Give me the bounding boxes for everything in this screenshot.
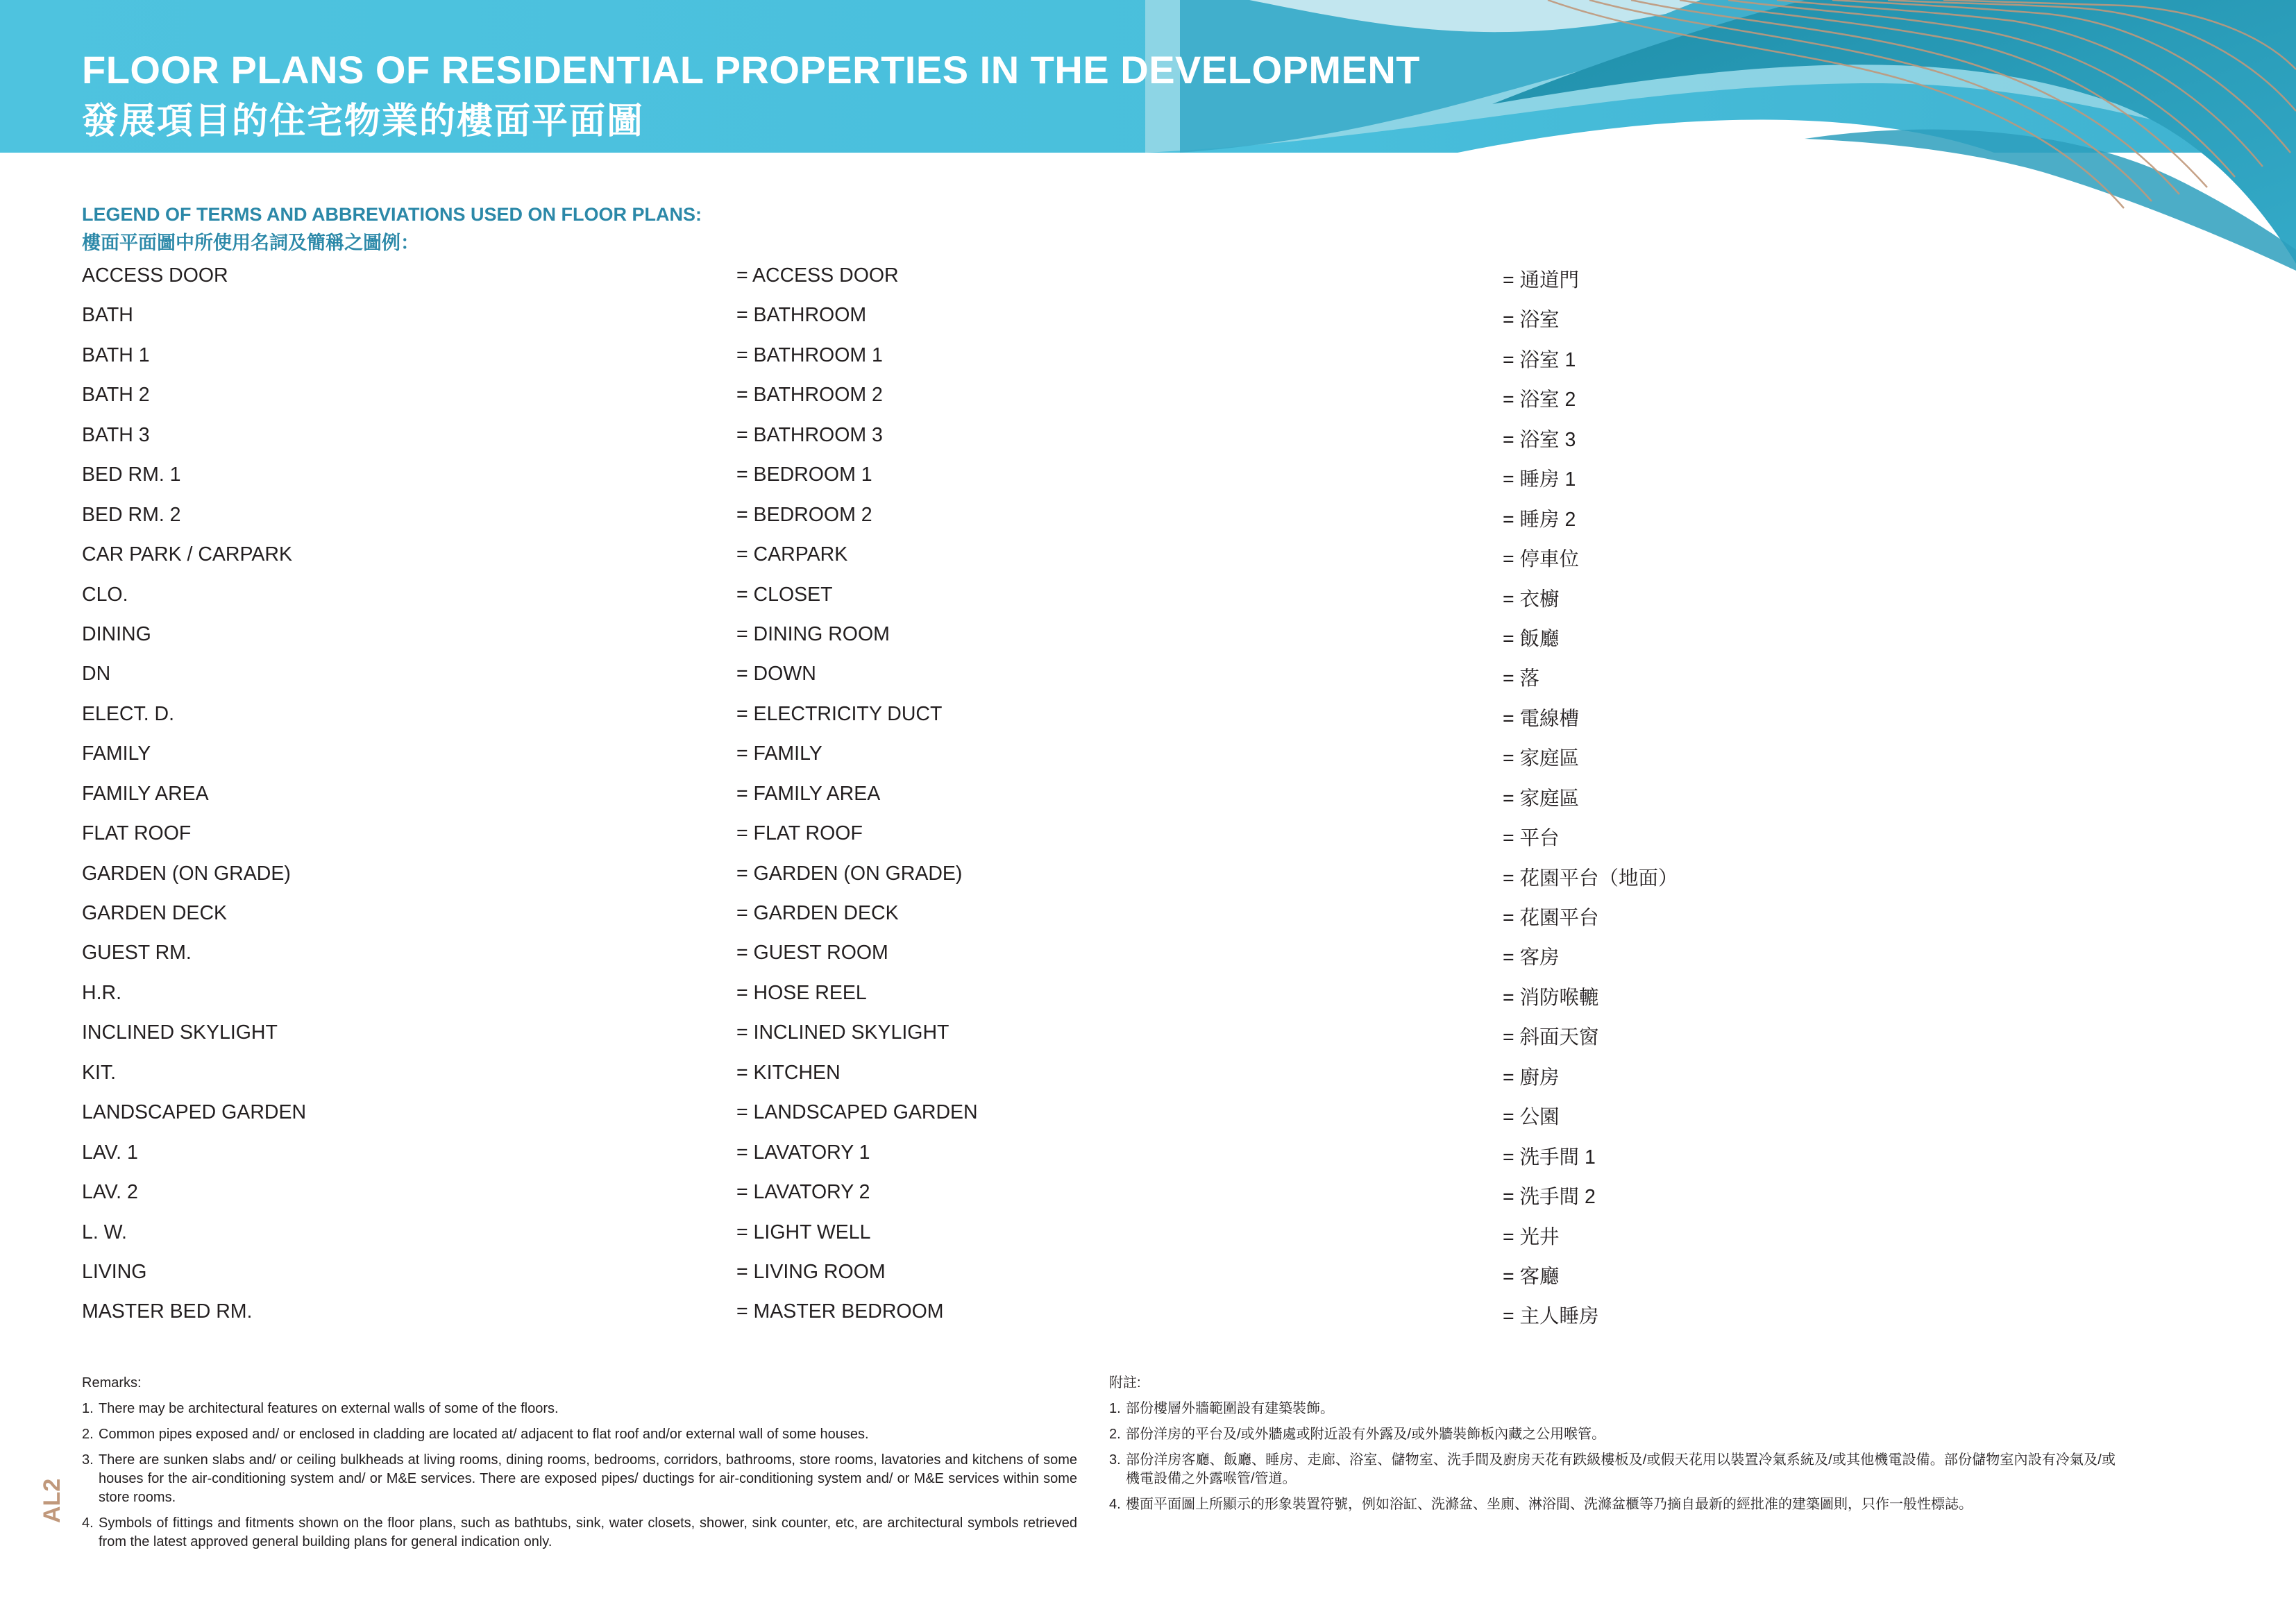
legend-meaning-zh: = 消防喉轆 [1503, 986, 1599, 1009]
remark-en-item-number: 4. [82, 1515, 94, 1531]
remarks-zh-list [1109, 1400, 2116, 1514]
remark-en-item-text: Symbols of fittings and fitments shown on the floor plans, such as bathtubs, sink, water closets, shower, sink counter, etc, are architectural symbols retrieved from the latest approved general building plans for general indication only. [99, 1515, 1077, 1549]
legend-meaning-zh: = 電線槽 [1503, 707, 1580, 730]
legend-row [0, 304, 2296, 343]
legend-row [0, 703, 2296, 742]
legend-row [0, 1101, 2296, 1141]
legend-term: GARDEN (ON GRADE) [82, 862, 291, 885]
remark-en-item-number: 2. [82, 1427, 94, 1442]
legend-term: BATH 1 [82, 343, 150, 366]
legend-term: DINING [82, 622, 151, 645]
remark-zh-item-text: 樓面平面圖上所顯示的形象裝置符號，例如浴缸、洗滌盆、坐廁、淋浴間、洗滌盆櫃等乃摘自最新的經批准的建築圖則，只作一般性標誌。 [1126, 1497, 1973, 1512]
remark-zh-item [1109, 1425, 2116, 1444]
legend-row [0, 1181, 2296, 1221]
legend-meaning-en: = KITCHEN [736, 1061, 841, 1084]
remarks-en-list [82, 1400, 1077, 1552]
legend-meaning-en: = BATHROOM 2 [736, 384, 883, 407]
legend-meaning-en: = CARPARK [736, 543, 848, 566]
legend-term: GUEST RM. [82, 942, 192, 965]
legend-term: KIT. [82, 1061, 117, 1084]
legend-term: GARDEN DECK [82, 902, 228, 924]
legend-table [0, 264, 2296, 1341]
legend-meaning-zh: = 飯廳 [1503, 627, 1560, 650]
legend-meaning-en: = LAVATORY 1 [736, 1141, 870, 1164]
remark-en-item-text: Common pipes exposed and/ or enclosed in cladding are located at/ adjacent to flat roof and/or external wall of some houses. [99, 1427, 869, 1442]
remark-zh-item-number: 2. [1109, 1427, 1121, 1442]
remarks-zh [1109, 1374, 2116, 1521]
legend-meaning-zh: = 浴室 1 [1503, 348, 1576, 371]
legend-row [0, 1300, 2296, 1340]
legend-meaning-en: = CLOSET [736, 583, 833, 606]
legend-row [0, 384, 2296, 423]
legend-heading-zh: 樓面平面圖中所使用名詞及簡稱之圖例： [82, 232, 419, 253]
legend-row [0, 663, 2296, 702]
legend-term: BATH 3 [82, 423, 150, 446]
legend-meaning-zh: = 花園平台（地面） [1503, 867, 1678, 890]
legend-term: BED RM. 1 [82, 464, 181, 486]
legend-meaning-en: = MASTER BEDROOM [736, 1300, 944, 1323]
page-code: AL2 [39, 1478, 65, 1523]
legend-meaning-en: = GARDEN (ON GRADE) [736, 862, 963, 885]
legend-meaning-en: = FAMILY [736, 742, 822, 765]
remark-zh-item [1109, 1451, 2116, 1488]
legend-term: LIVING [82, 1260, 147, 1283]
remark-zh-item [1109, 1400, 2116, 1418]
legend-term: CLO. [82, 583, 128, 606]
legend-meaning-en: = BEDROOM 2 [736, 503, 872, 526]
page-title-zh: 發展項目的住宅物業的樓面平面圖 [82, 101, 645, 142]
legend-meaning-zh: = 浴室 3 [1503, 428, 1576, 451]
legend-term: L. W. [82, 1221, 127, 1243]
legend-term: MASTER BED RM. [82, 1300, 253, 1323]
remark-zh-item-text: 部份洋房的平台及/或外牆處或附近設有外露及/或外牆裝飾板內藏之公用喉管。 [1126, 1427, 1606, 1442]
legend-term: BED RM. 2 [82, 503, 181, 526]
legend-meaning-zh: = 客房 [1503, 946, 1560, 969]
legend-meaning-zh: = 睡房 1 [1503, 468, 1576, 491]
legend-meaning-zh: = 斜面天窗 [1503, 1026, 1599, 1049]
legend-term: ACCESS DOOR [82, 264, 228, 287]
legend-meaning-en: = LIGHT WELL [736, 1221, 871, 1243]
legend-term: FAMILY [82, 742, 151, 765]
remark-zh-item-number: 3. [1109, 1452, 1121, 1468]
remark-en-item-text: There may be architectural features on external walls of some of the floors. [99, 1401, 559, 1416]
legend-row [0, 982, 2296, 1021]
legend-term: ELECT. D. [82, 702, 175, 725]
legend-term: INCLINED SKYLIGHT [82, 1021, 278, 1044]
remark-zh-item-text: 部份洋房客廳、飯廳、睡房、走廊、浴室、儲物室、洗手間及廚房天花有跌級樓板及/或假天花用以裝置冷氣系統及/或其他機電設備。部份儲物室內設有冷氣及/或機電設備之外露喉管/管道。 [1126, 1452, 2116, 1486]
legend-meaning-en: = INCLINED SKYLIGHT [736, 1021, 949, 1044]
legend-term: FLAT ROOF [82, 822, 192, 845]
legend-meaning-en: = BATHROOM [736, 304, 867, 327]
remark-zh-item [1109, 1495, 2116, 1514]
legend-meaning-en: = HOSE REEL [736, 981, 867, 1004]
legend-term: BATH [82, 304, 133, 327]
remark-zh-item-text: 部份樓層外牆範圍設有建築裝飾。 [1126, 1401, 1334, 1416]
remark-en-item [82, 1425, 1077, 1444]
legend-term: LANDSCAPED GARDEN [82, 1101, 307, 1124]
legend-meaning-en: = GARDEN DECK [736, 902, 899, 924]
legend-meaning-zh: = 主人睡房 [1503, 1305, 1599, 1328]
remark-en-item-text: There are sunken slabs and/ or ceiling bulkheads at living rooms, dining rooms, bedrooms, corridors, bathrooms, store rooms, lavatories and kitchens of some houses for the air-conditioning system and/ or M&E services. There are exposed pipes/ ductings for air-conditioning system and/ or M&E services within some store rooms. [99, 1452, 1077, 1505]
remark-en-item [82, 1514, 1077, 1552]
remark-en-item-number: 1. [82, 1401, 94, 1416]
legend-row [0, 742, 2296, 782]
legend-meaning-en: = LAVATORY 2 [736, 1181, 870, 1204]
legend-row [0, 863, 2296, 902]
page-title-en: FLOOR PLANS OF RESIDENTIAL PROPERTIES IN THE DEVELOPMENT [82, 48, 1421, 92]
legend-meaning-zh: = 客廳 [1503, 1265, 1560, 1288]
remark-en-item-number: 3. [82, 1452, 94, 1468]
legend-meaning-en: = LANDSCAPED GARDEN [736, 1101, 978, 1124]
legend-meaning-zh: = 落 [1503, 668, 1540, 690]
legend-heading-en: LEGEND OF TERMS AND ABBREVIATIONS USED ON FLOOR PLANS: [82, 204, 702, 225]
legend-meaning-zh: = 衣櫥 [1503, 588, 1560, 611]
legend-meaning-en: = BATHROOM 1 [736, 343, 883, 366]
legend-row [0, 1261, 2296, 1300]
legend-meaning-en: = DINING ROOM [736, 622, 890, 645]
legend-row [0, 264, 2296, 304]
legend-row [0, 543, 2296, 583]
legend-row [0, 822, 2296, 862]
legend-meaning-zh: = 洗手間 1 [1503, 1146, 1596, 1169]
legend-row [0, 424, 2296, 464]
legend-row [0, 344, 2296, 384]
legend-row [0, 1062, 2296, 1101]
legend-row [0, 1221, 2296, 1261]
remarks-en-title: Remarks: [82, 1375, 142, 1391]
legend-meaning-en: = FAMILY AREA [736, 782, 881, 805]
legend-row [0, 504, 2296, 543]
legend-term: FAMILY AREA [82, 782, 209, 805]
legend-term: BATH 2 [82, 384, 150, 407]
legend-meaning-en: = LIVING ROOM [736, 1260, 886, 1283]
legend-meaning-zh: = 洗手間 2 [1503, 1186, 1596, 1209]
legend-term: CAR PARK / CARPARK [82, 543, 293, 566]
legend-meaning-zh: = 通道門 [1503, 269, 1580, 291]
legend-row [0, 942, 2296, 981]
legend-meaning-zh: = 睡房 2 [1503, 508, 1576, 531]
legend-term: H.R. [82, 981, 121, 1004]
legend-term: LAV. 2 [82, 1181, 138, 1204]
legend-row [0, 1141, 2296, 1181]
remarks-en [82, 1374, 1077, 1558]
legend-meaning-zh: = 公園 [1503, 1106, 1560, 1129]
remark-zh-item-number: 4. [1109, 1497, 1121, 1512]
legend-meaning-zh: = 廚房 [1503, 1066, 1560, 1089]
remark-en-item [82, 1400, 1077, 1418]
legend-meaning-en: = BEDROOM 1 [736, 464, 872, 486]
legend-row [0, 783, 2296, 822]
legend-row [0, 584, 2296, 623]
legend-meaning-en: = BATHROOM 3 [736, 423, 883, 446]
remark-en-item [82, 1451, 1077, 1507]
legend-meaning-zh: = 光井 [1503, 1225, 1560, 1248]
legend-meaning-zh: = 家庭區 [1503, 787, 1580, 810]
legend-meaning-zh: = 浴室 [1503, 309, 1560, 332]
legend-meaning-en: = GUEST ROOM [736, 942, 888, 965]
legend-meaning-zh: = 家庭區 [1503, 747, 1580, 770]
legend-term: LAV. 1 [82, 1141, 138, 1164]
legend-meaning-zh: = 平台 [1503, 827, 1560, 850]
legend-meaning-zh: = 花園平台 [1503, 907, 1599, 929]
legend-meaning-en: = ELECTRICITY DUCT [736, 702, 943, 725]
legend-row [0, 1021, 2296, 1061]
legend-row [0, 902, 2296, 942]
legend-meaning-zh: = 浴室 2 [1503, 389, 1576, 411]
remark-zh-item-number: 1. [1109, 1401, 1121, 1416]
legend-meaning-en: = ACCESS DOOR [736, 264, 899, 287]
legend-meaning-zh: = 停車位 [1503, 548, 1580, 571]
legend-row [0, 464, 2296, 503]
remarks-zh-title: 附註: [1109, 1375, 1141, 1391]
legend-term: DN [82, 663, 111, 686]
legend-row [0, 623, 2296, 663]
legend-meaning-en: = DOWN [736, 663, 816, 686]
legend-meaning-en: = FLAT ROOF [736, 822, 863, 845]
